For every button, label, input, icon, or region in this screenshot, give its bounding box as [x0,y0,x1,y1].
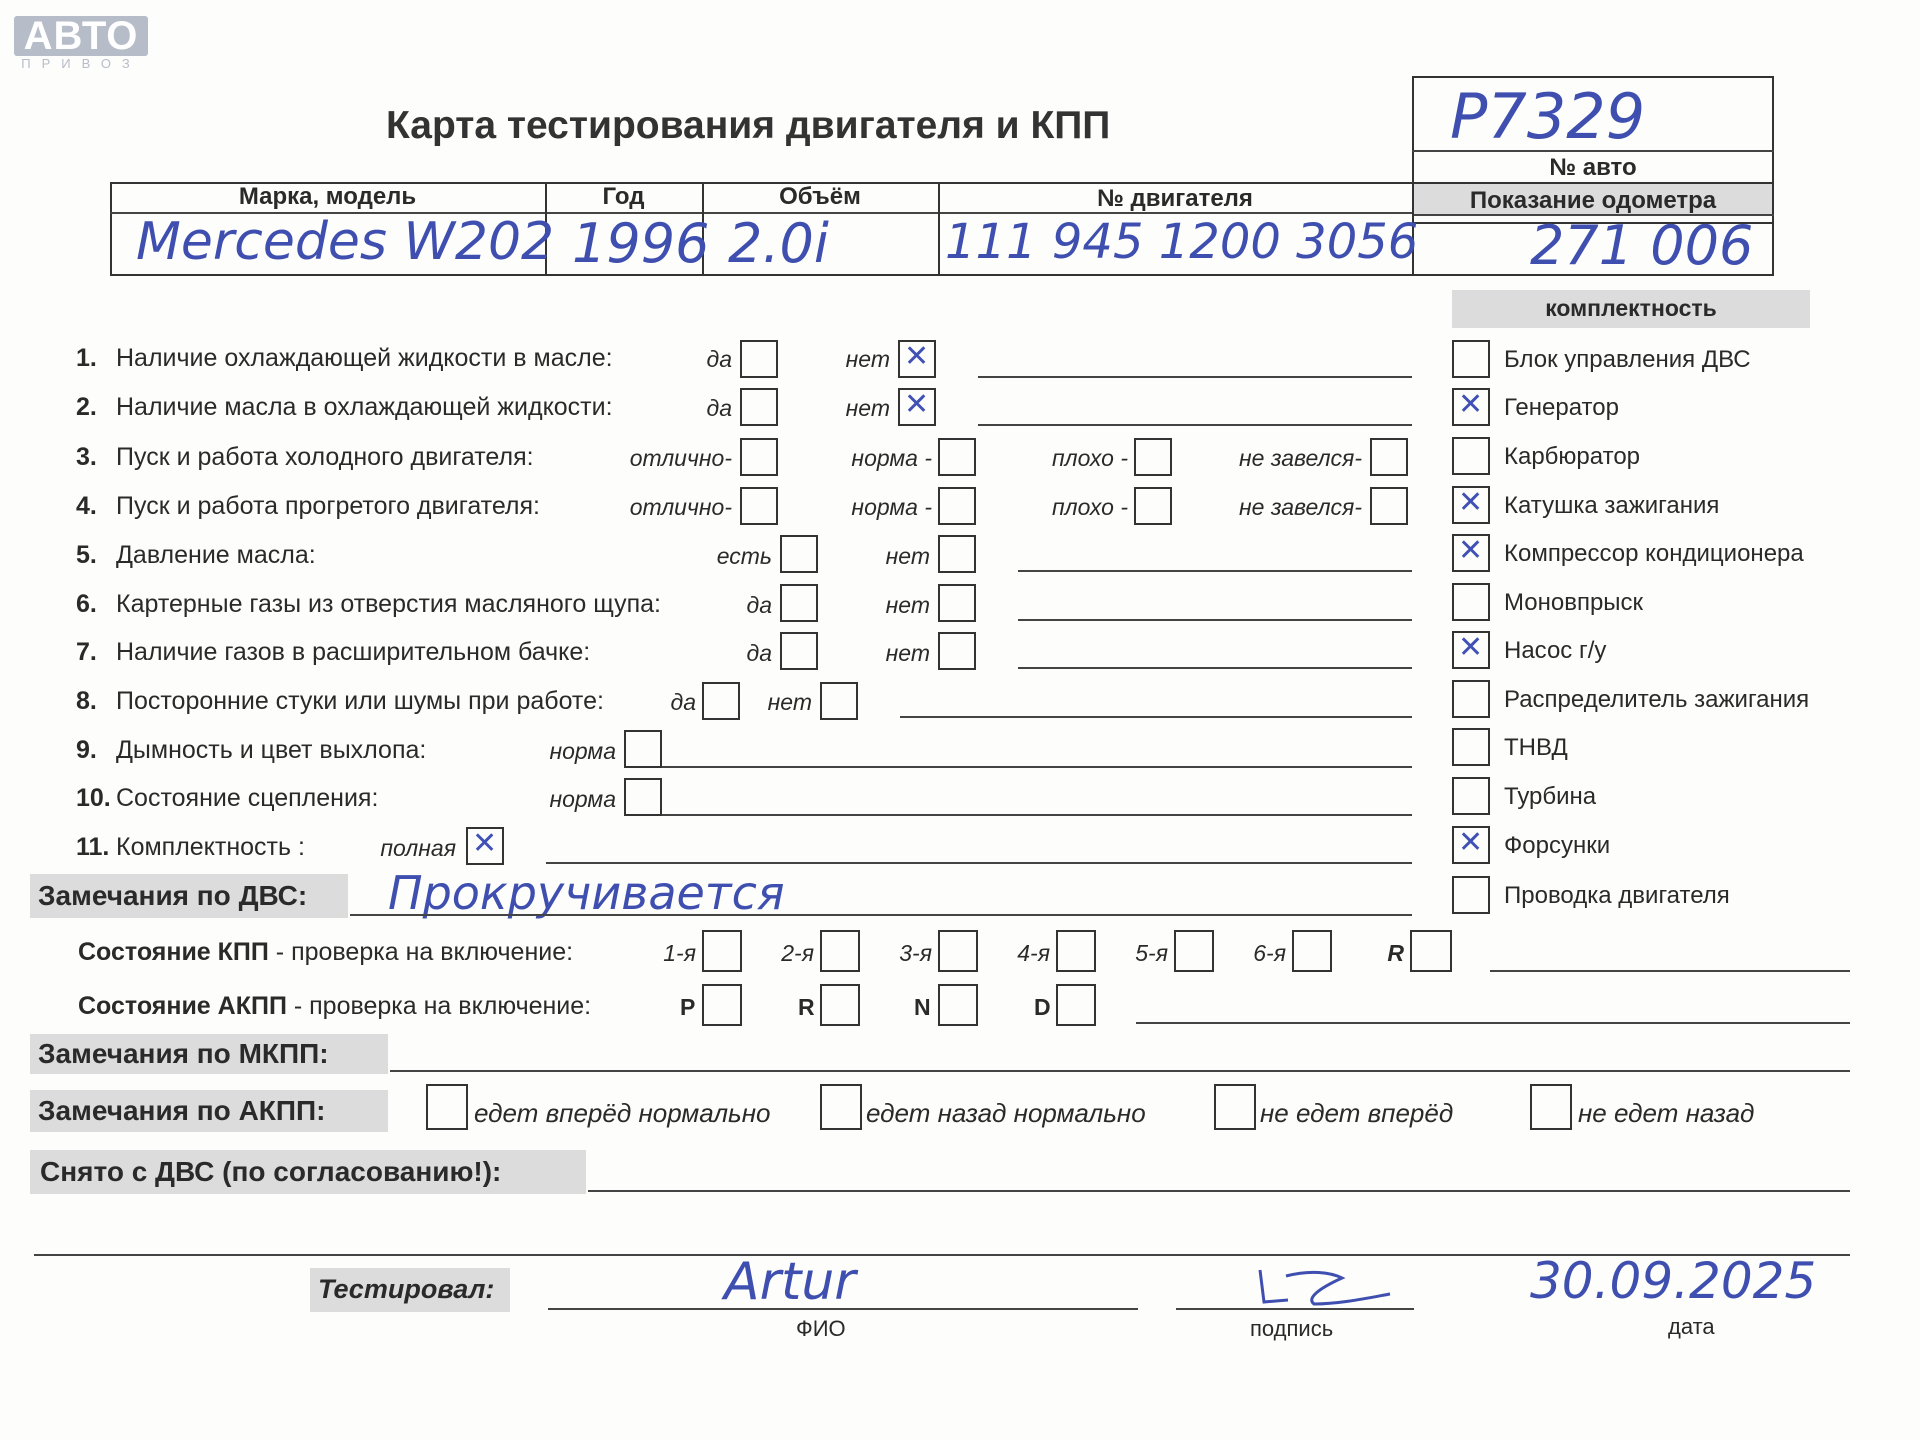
make-value: Mercedes W202 [136,212,555,272]
option-label: нет [767,689,812,715]
gear-label: 3-я [899,940,932,966]
site-logo [14,14,148,71]
option-label: нет [885,592,930,618]
gear-checkbox[interactable] [820,930,860,972]
option-label: да [746,640,772,666]
option-label: плохо - [1052,494,1128,520]
question-number: 4. [76,492,97,520]
year-value: 1996 [572,212,710,275]
question-text: Комплектность : [116,833,305,861]
question-number: 3. [76,443,97,471]
option-label: не завелся- [1238,494,1362,520]
option-label: да [746,592,772,618]
checkbox-checked[interactable] [898,388,936,426]
gear-checkbox[interactable] [702,930,742,972]
question-number: 1. [76,344,97,372]
completeness-checkbox[interactable] [1452,340,1490,378]
option-label: норма [549,786,616,812]
akpp-remark-option: едет назад нормально [866,1098,1146,1128]
gear-label: 6-я [1253,940,1286,966]
completeness-checkbox[interactable] [1452,680,1490,718]
checkbox-checked[interactable] [898,340,936,378]
kpp-label-bold: Состояние КПП [78,938,269,966]
option-label: нет [885,543,930,569]
option-label: да [670,689,696,715]
logo-main-text: АВТО [14,16,148,56]
completeness-item: Форсунки [1504,832,1611,859]
tester-name-value: Artur [724,1252,856,1312]
akpp-gear-label: D [1034,994,1051,1020]
gear-checkbox[interactable] [1174,930,1214,972]
question-number: 10. [76,784,111,812]
gear-label: 4-я [1017,940,1050,966]
option-label: отлично- [629,494,732,520]
gear-checkbox[interactable] [1292,930,1332,972]
completeness-checkbox[interactable] [1452,777,1490,815]
question-text: Дымность и цвет выхлопа: [116,736,427,764]
question-text: Состояние сцепления: [116,784,379,812]
option-label: отлично- [629,445,732,471]
akpp-gear-checkbox[interactable] [938,984,978,1026]
akpp-label-rest: - проверка на включение: [286,992,592,1020]
akpp-gear-checkbox[interactable] [702,984,742,1026]
akpp-gear-checkbox[interactable] [820,984,860,1026]
checkbox[interactable] [938,487,976,525]
kpp-label [78,938,573,967]
gear-label: 1-я [663,940,696,966]
car-number-label: № авто [1549,154,1637,181]
option-label: нет [845,346,890,372]
question-text: Посторонние стуки или шумы при работе: [116,687,604,715]
completeness-checkbox[interactable] [1452,876,1490,914]
completeness-item: Турбина [1504,783,1597,810]
completeness-item: ТНВД [1504,734,1568,761]
completeness-item: Проводка двигателя [1504,882,1730,909]
completeness-checkbox[interactable] [1452,583,1490,621]
completeness-checkbox[interactable] [1452,437,1490,475]
gear-label: 2-я [781,940,814,966]
question-text: Наличие масла в охлаждающей жидкости: [116,393,613,421]
option-label: не завелся- [1238,445,1362,471]
question-number: 6. [76,590,97,618]
option-label: да [706,346,732,372]
name-caption: ФИО [796,1316,846,1341]
option-label: плохо - [1052,445,1128,471]
engine-number-value: 111 945 1200 3056 [945,214,1419,270]
question-number: 11. [76,833,110,861]
question-text: Наличие охлаждающей жидкости в масле: [116,344,613,372]
checkbox[interactable] [938,632,976,670]
gear-label: 5-я [1135,940,1168,966]
remarks-engine-label: Замечания по ДВС: [38,880,308,911]
completeness-item: Распределитель зажигания [1504,686,1810,713]
completeness-item: Моновпрыск [1504,589,1644,616]
option-label: нет [845,395,890,421]
akpp-gear-label: R [798,994,815,1020]
remarks-mkpp-label: Замечания по МКПП: [38,1038,329,1069]
akpp-gear-label: P [680,994,696,1020]
option-label: норма - [851,494,932,520]
akpp-label [78,992,591,1021]
question-number: 8. [76,687,97,715]
checkbox[interactable] [820,682,858,720]
logo-sub-text: ПРИВОЗ [21,56,141,71]
option-label: норма - [851,445,932,471]
completeness-checkbox-checked[interactable] [1452,631,1490,669]
akpp-label-bold: Состояние АКПП [78,992,287,1020]
option-label: полная [380,835,456,861]
test-date-value: 30.09.2025 [1530,1252,1817,1310]
odometer-value: 271 006 [1530,214,1754,277]
volume-header: Объём [779,183,861,210]
checkbox[interactable] [740,438,778,476]
akpp-remark-checkbox[interactable] [426,1084,468,1130]
completeness-checkbox-checked[interactable] [1452,486,1490,524]
question-number: 9. [76,736,97,764]
question-number: 2. [76,393,97,421]
completeness-item: Блок управления ДВС [1504,346,1751,373]
volume-value: 2.0i [728,212,829,275]
checkbox[interactable] [1370,438,1408,476]
checkbox[interactable] [1370,487,1408,525]
make-header: Марка, модель [238,183,417,210]
checkbox[interactable] [740,487,778,525]
tested-label: Тестировал: [318,1274,495,1304]
akpp-remark-checkbox[interactable] [820,1084,862,1130]
question-text: Картерные газы из отверстия масляного щупа: [116,590,661,618]
checkbox[interactable] [938,584,976,622]
option-label: норма [549,738,616,764]
remarks-akpp-label: Замечания по АКПП: [38,1095,326,1126]
kpp-label-rest: - проверка на включение: [268,938,574,966]
completeness-item: Катушка зажигания [1504,492,1720,519]
question-text: Пуск и работа холодного двигателя: [116,443,534,471]
completeness-checkbox[interactable] [1452,728,1490,766]
gear-checkbox[interactable] [938,930,978,972]
checkbox-checked[interactable] [466,827,504,865]
checkbox[interactable] [1134,438,1172,476]
akpp-remark-checkbox[interactable] [1530,1084,1572,1130]
akpp-gear-checkbox[interactable] [1056,984,1096,1026]
question-text: Пуск и работа прогретого двигателя: [116,492,540,520]
completeness-title: комплектность [1545,295,1717,321]
completeness-item: Компрессор кондиционера [1504,540,1804,567]
akpp-remark-option: не едет вперёд [1260,1098,1454,1128]
completeness-item: Карбюратор [1504,443,1641,470]
checkbox[interactable] [1134,487,1172,525]
checkbox[interactable] [624,730,662,768]
completeness-checkbox-checked[interactable] [1452,388,1490,426]
signature-image [1250,1258,1400,1314]
signature-caption: подпись [1250,1316,1334,1341]
option-label: нет [885,640,930,666]
completeness-checkbox-checked[interactable] [1452,534,1490,572]
option-label: есть [716,543,772,569]
gear-checkbox[interactable] [1056,930,1096,972]
gear-label: R [1387,940,1404,966]
option-label: да [706,395,732,421]
question-number: 5. [76,541,97,569]
car-number-value: P7329 [1450,80,1646,153]
date-caption: дата [1668,1314,1715,1339]
checkbox[interactable] [938,535,976,573]
engine-number-header: № двигателя [1097,185,1253,212]
akpp-remark-option: едет вперёд нормально [474,1098,771,1128]
question-number: 7. [76,638,97,666]
checkbox[interactable] [624,778,662,816]
question-text: Давление масла: [116,541,316,569]
odometer-header: Показание одометра [1469,187,1717,214]
completeness-checkbox-checked[interactable] [1452,826,1490,864]
completeness-item: Генератор [1504,394,1619,421]
question-text: Наличие газов в расширительном бачке: [116,638,591,666]
akpp-gear-label: N [914,994,931,1020]
checkbox[interactable] [938,438,976,476]
akpp-remark-option: не едет назад [1578,1098,1755,1128]
akpp-remark-checkbox[interactable] [1214,1084,1256,1130]
completeness-item: Насос г/у [1504,637,1607,664]
gear-checkbox[interactable] [1410,930,1452,972]
removed-label: Снято с ДВС (по согласованию!): [40,1156,502,1187]
page-title: Карта тестирования двигателя и КПП [386,104,1111,147]
remarks-engine-value: Прокручивается [388,866,785,920]
year-header: Год [602,183,645,210]
